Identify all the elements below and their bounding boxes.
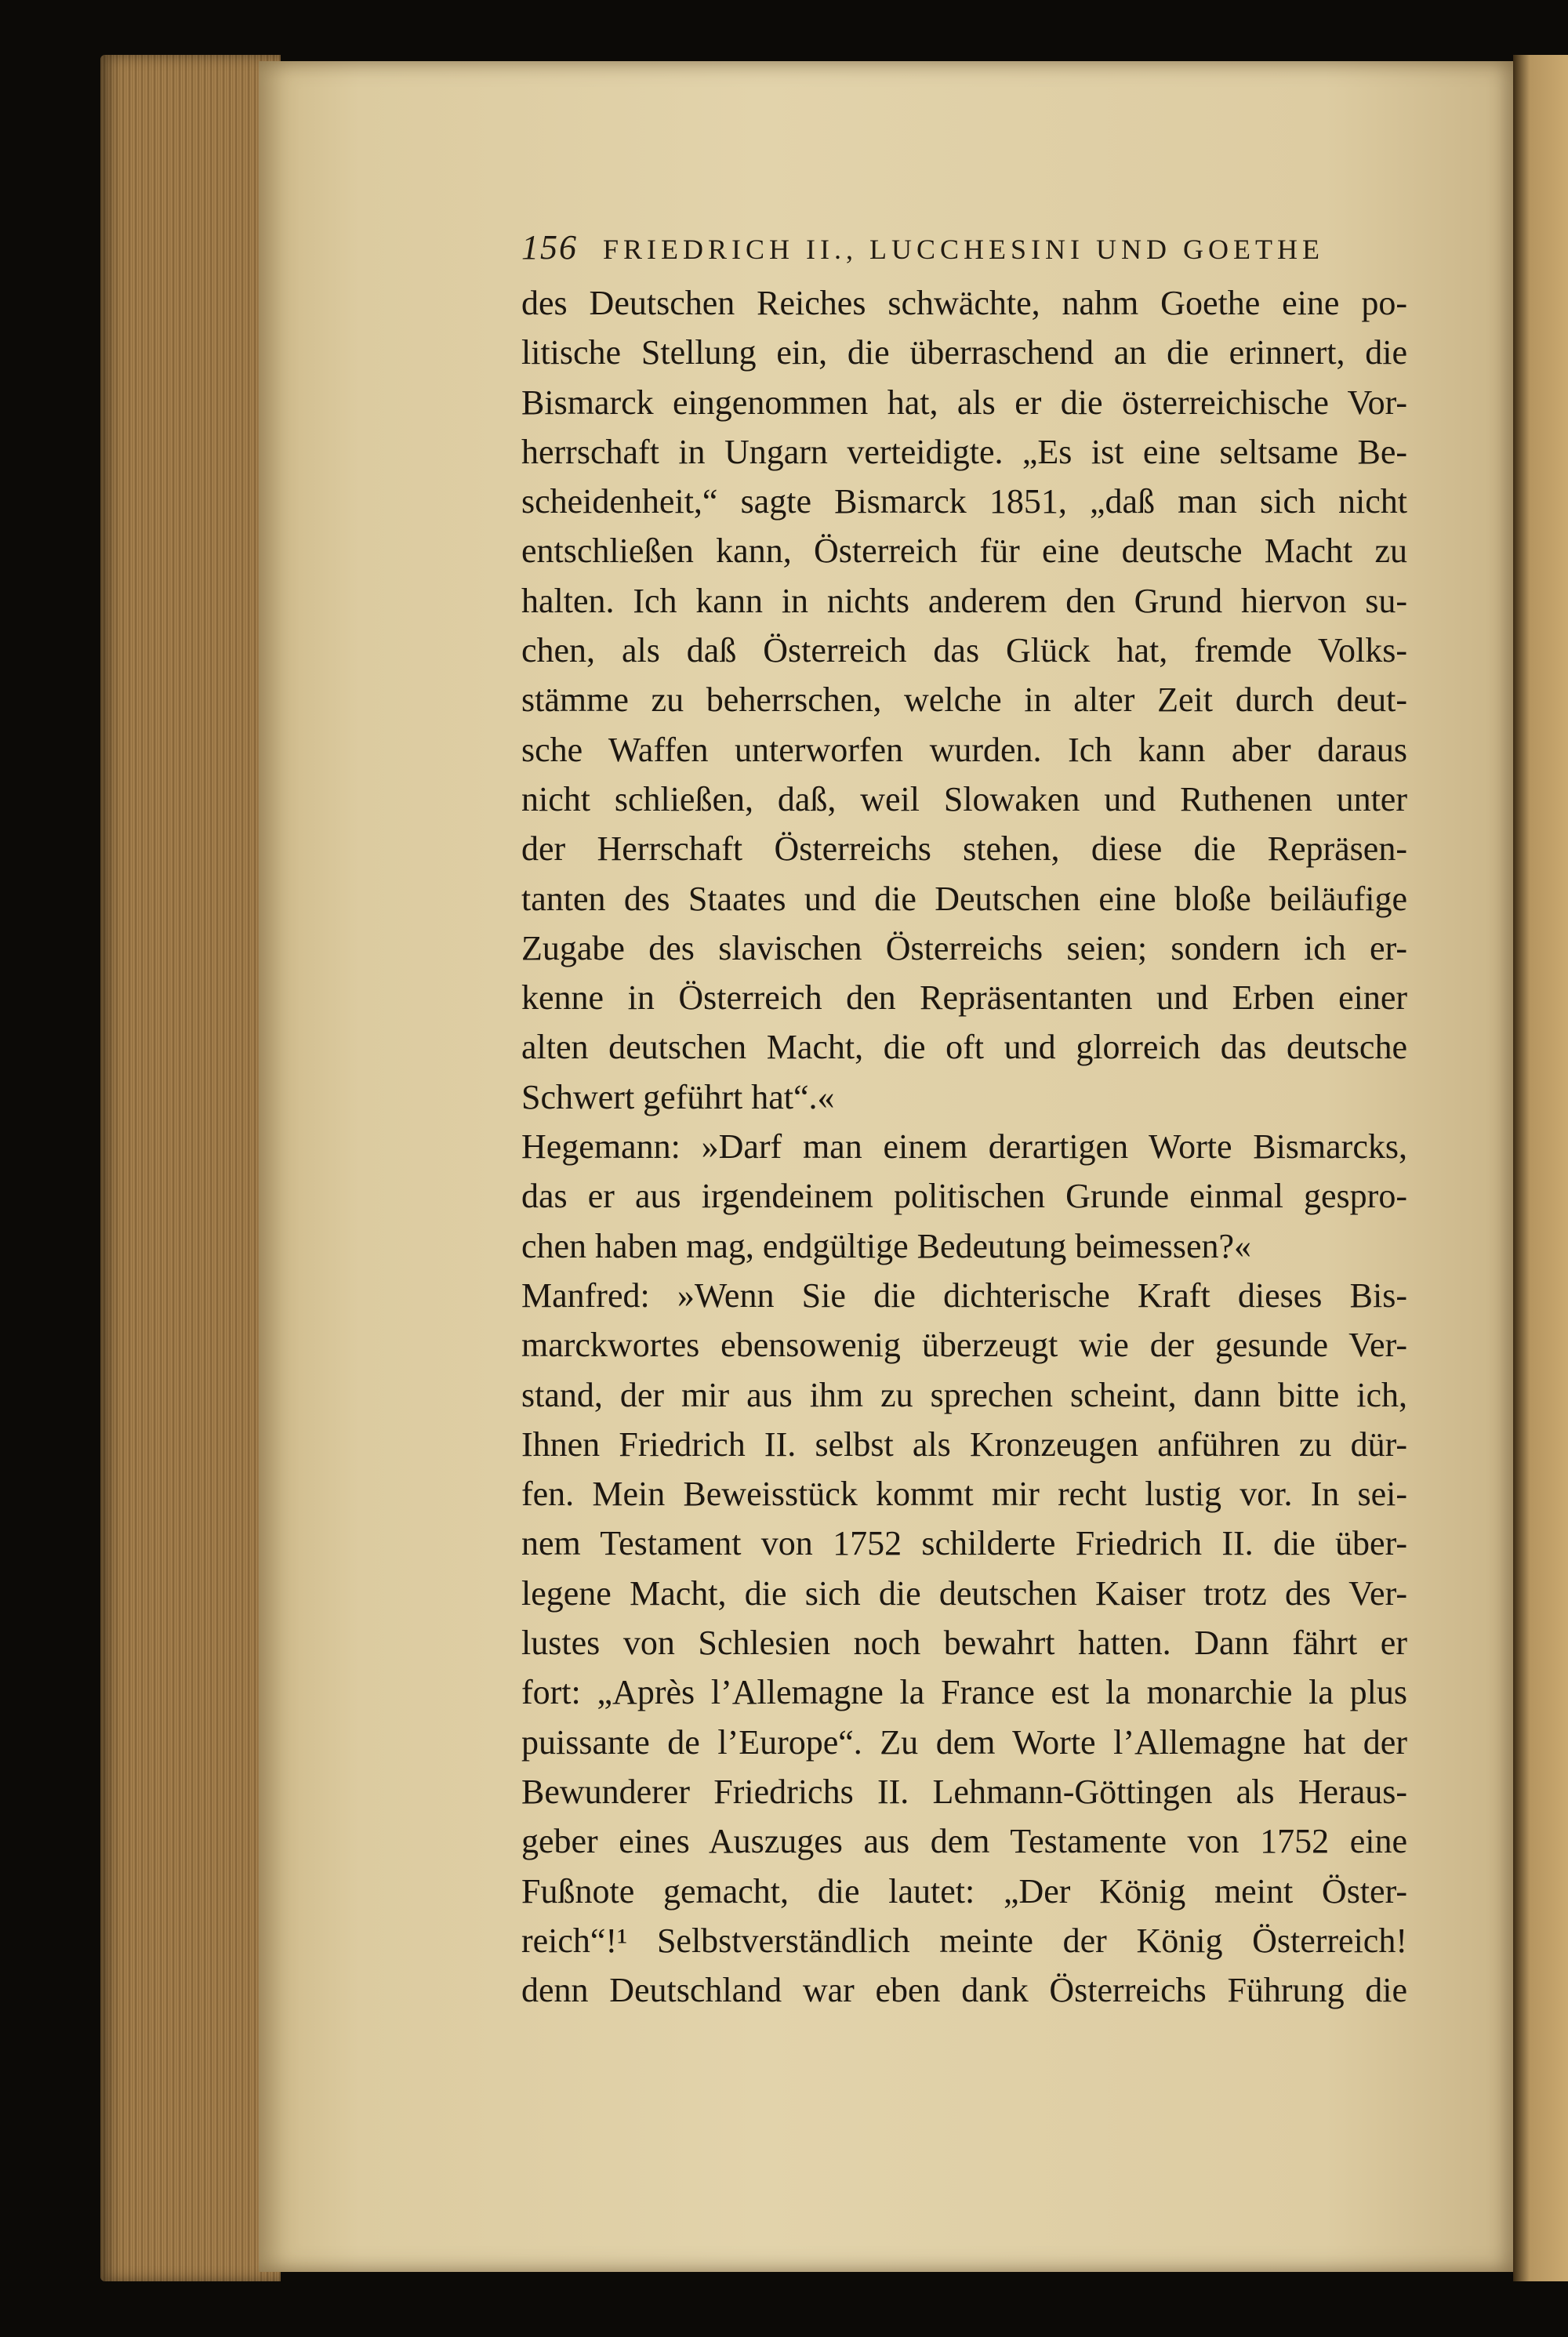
page-block-edge [100, 55, 281, 2281]
text-line: nem Testament von 1752 schilderte Friedrich II. die über- [521, 1524, 1407, 1563]
text-line: kenne in Österreich den Repräsentanten und Erben einer [521, 978, 1407, 1018]
text-line: Manfred: »Wenn Sie die dichterische Kraft dieses Bis- [521, 1276, 1407, 1315]
text-line: Hegemann: »Darf man einem derartigen Worte Bismarcks, [521, 1127, 1407, 1167]
facing-page-edge [1513, 55, 1568, 2281]
text-line: stämme zu beherrschen, welche in alter Zeit durch deut- [521, 680, 1407, 720]
text-line: Ihnen Friedrich II. selbst als Kronzeugen anführen zu dür- [521, 1424, 1407, 1464]
text-line: scheidenheit,“ sagte Bismarck 1851, „daß man sich nicht [521, 482, 1407, 521]
text-line: des Deutschen Reiches schwächte, nahm Goethe eine po- [521, 284, 1407, 322]
text-line: der Herrschaft Österreichs stehen, diese die Repräsen- [521, 829, 1407, 869]
text-line: marckwortes ebensowenig überzeugt wie der gesunde Ver- [521, 1326, 1407, 1365]
text-line: fen. Mein Beweisstück kommt mir recht lustig vor. In sei- [521, 1475, 1407, 1514]
text-line: denn Deutschland war eben dank Österreichs Führung die [521, 1971, 1407, 2010]
body-text [521, 278, 1407, 2015]
text-line: litische Stellung ein, die überraschend an die erinnert, die [521, 333, 1407, 372]
text-line: Bewunderer Friedrichs II. Lehmann-Göttingen als Heraus- [521, 1772, 1407, 1811]
text-line: stand, der mir aus ihm zu sprechen scheint, dann bitte ich, [521, 1375, 1407, 1414]
text-line: entschließen kann, Österreich für eine deutsche Macht zu [521, 532, 1407, 571]
text-line: tanten des Staates und die Deutschen eine bloße beiläufige [521, 879, 1407, 918]
text-line: Schwert geführt hat“.« [521, 1077, 835, 1116]
text-line: sche Waffen unterworfen wurden. Ich kann aber daraus [521, 730, 1407, 769]
text-line: nicht schließen, daß, weil Slowaken und Ruthenen unter [521, 779, 1407, 818]
text-line: puissante de l’Europe“. Zu dem Worte l’Allemagne hat der [521, 1722, 1407, 1762]
text-line: herrschaft in Ungarn verteidigte. „Es ist eine seltsame Be- [521, 432, 1407, 471]
page-number: 156 [521, 228, 578, 267]
running-title: FRIEDRICH II., LUCCHESINI UND GOETHE [603, 234, 1324, 265]
running-header [521, 227, 1399, 267]
text-line: das er aus irgendeinem politischen Grunde einmal gespro- [521, 1177, 1407, 1216]
text-line: chen, als daß Österreich das Glück hat, fremde Volks- [521, 631, 1407, 670]
text-line: fort: „Après l’Allemagne la France est la monarchie la plus [521, 1673, 1407, 1712]
text-line: geber eines Auszuges aus dem Testamente von 1752 eine [521, 1822, 1407, 1861]
text-line: legene Macht, die sich die deutschen Kaiser trotz des Ver- [521, 1573, 1407, 1613]
text-line: Zugabe des slavischen Österreichs seien; sondern ich er- [521, 928, 1407, 967]
text-line: halten. Ich kann in nichts anderem den Grund hiervon su- [521, 581, 1407, 620]
text-line: Bismarck eingenommen hat, als er die österreichische Vor- [521, 383, 1407, 422]
text-line: Fußnote gemacht, die lautet: „Der König meint Öster- [521, 1871, 1407, 1911]
text-line: chen haben mag, endgültige Bedeutung beimessen?« [521, 1226, 1252, 1265]
text-line: lustes von Schlesien noch bewahrt hatten. Dann fährt er [521, 1624, 1407, 1663]
text-line: reich“!¹ Selbstverständlich meinte der König Österreich! [521, 1921, 1407, 1960]
text-line: alten deutschen Macht, die oft und glorreich das deutsche [521, 1028, 1407, 1067]
